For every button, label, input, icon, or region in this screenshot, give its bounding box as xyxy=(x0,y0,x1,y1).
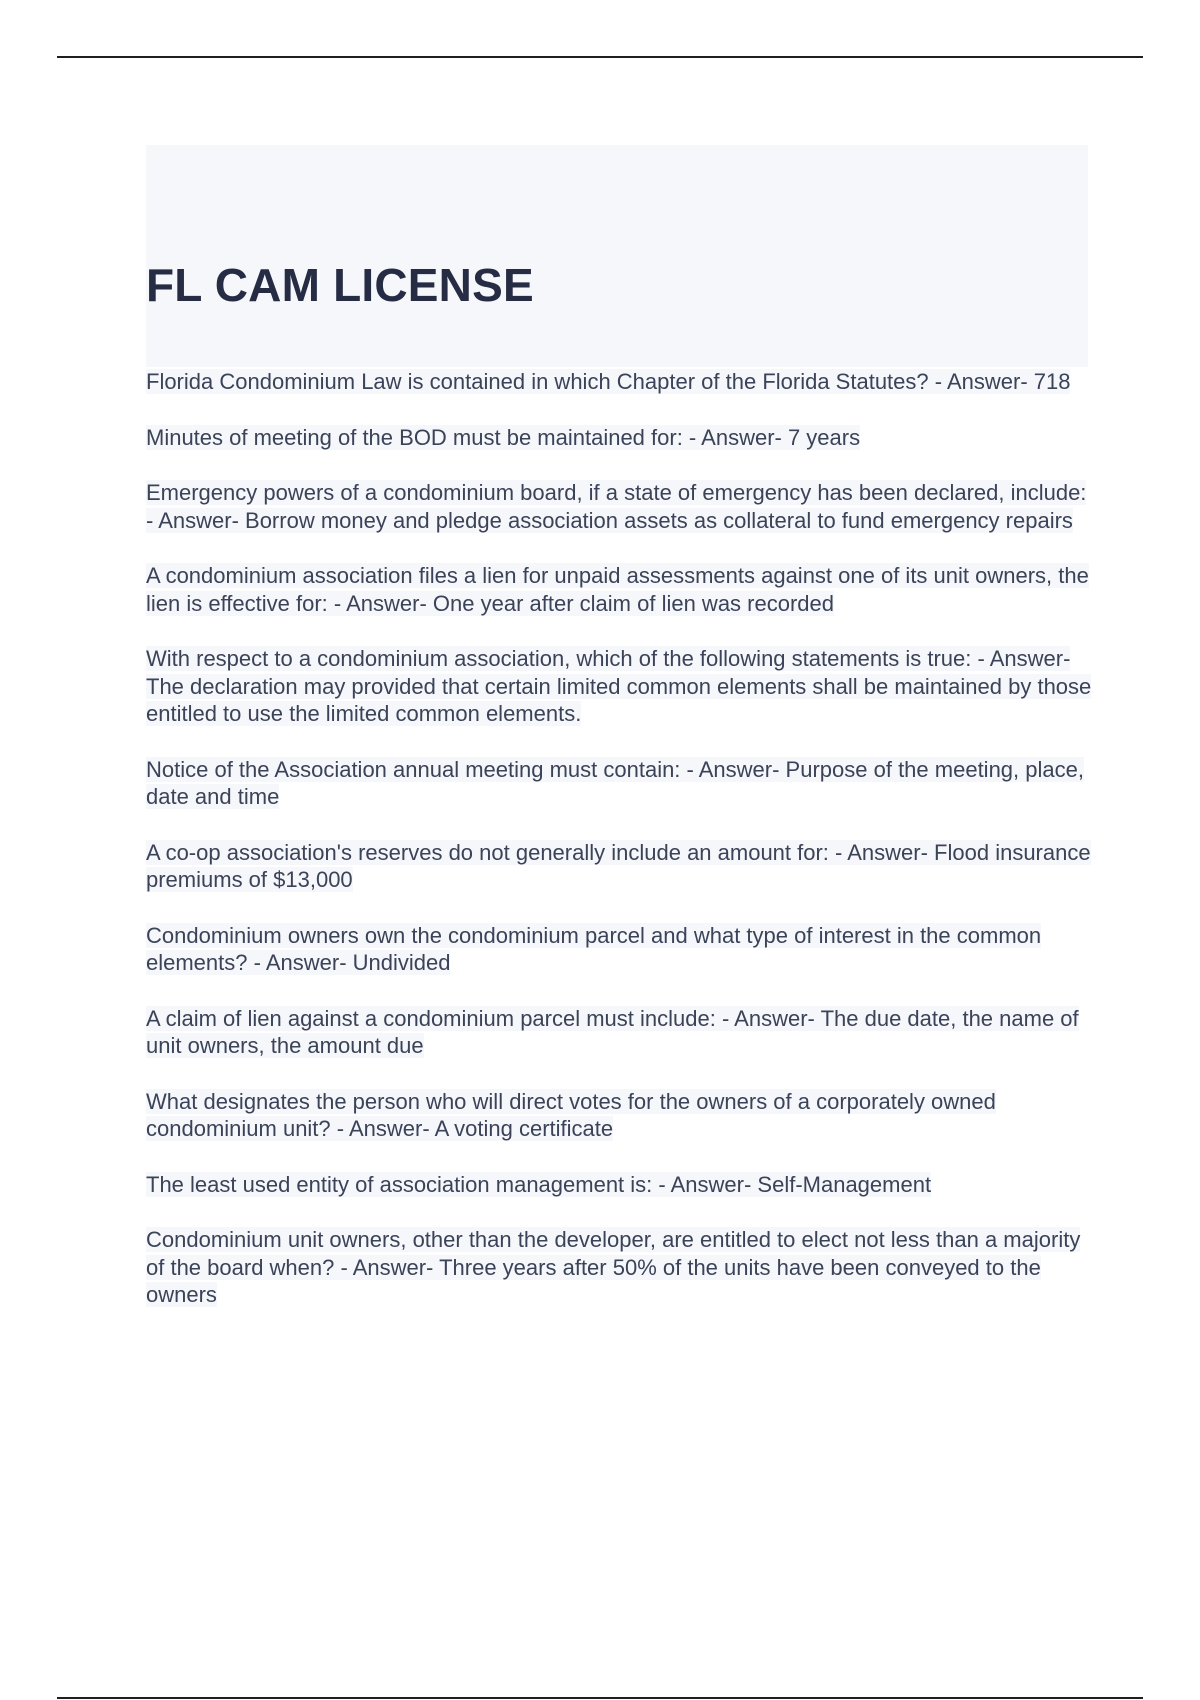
qa-text: What designates the person who will direct votes for the owners of a corporately owned condominium unit? - Answer- A voting certificate xyxy=(146,1088,996,1141)
qa-item xyxy=(146,424,1096,452)
qa-text: A condominium association files a lien for unpaid assessments against one of its unit owners, the lien is effective for: - Answer- One year after claim of lien was recorded xyxy=(146,563,1089,616)
qa-item xyxy=(146,1171,1096,1199)
qa-text: With respect to a condominium association, which of the following statements is true: - Answer- The declaration may provided that certain limited common elements shall be maintained by those entitled to use the limited common elements. xyxy=(146,646,1092,726)
top-rule xyxy=(57,56,1143,58)
qa-item xyxy=(146,756,1096,811)
qa-text: Minutes of meeting of the BOD must be maintained for: - Answer- 7 years xyxy=(146,424,861,450)
qa-text: A claim of lien against a condominium parcel must include: - Answer- The due date, the name of unit owners, the amount due xyxy=(146,1005,1079,1058)
qa-text: Condominium unit owners, other than the developer, are entitled to elect not less than a majority of the board when? - Answer- Three years after 50% of the units have been conveyed to the owners xyxy=(146,1227,1081,1307)
qa-item xyxy=(146,645,1096,728)
qa-text: Condominium owners own the condominium parcel and what type of interest in the common elements? - Answer- Undivided xyxy=(146,922,1042,975)
qa-list xyxy=(146,368,1096,1337)
qa-item xyxy=(146,922,1096,977)
qa-item xyxy=(146,479,1096,534)
qa-item xyxy=(146,1005,1096,1060)
qa-item xyxy=(146,1226,1096,1309)
qa-text: A co-op association's reserves do not generally include an amount for: - Answer- Flood insurance premiums of $13,000 xyxy=(146,839,1091,892)
qa-item xyxy=(146,368,1096,396)
qa-item xyxy=(146,562,1096,617)
qa-item xyxy=(146,839,1096,894)
qa-text: Emergency powers of a condominium board, if a state of emergency has been declared, include: - Answer- Borrow money and pledge association assets as collateral to fund emergency repairs xyxy=(146,480,1087,533)
qa-text: The least used entity of association management is: - Answer- Self-Management xyxy=(146,1171,932,1197)
document-title: FL CAM LICENSE xyxy=(146,259,534,311)
qa-text: Notice of the Association annual meeting must contain: - Answer- Purpose of the meeting, place, date and time xyxy=(146,756,1084,809)
bottom-rule xyxy=(57,1697,1143,1699)
qa-item xyxy=(146,1088,1096,1143)
qa-text: Florida Condominium Law is contained in which Chapter of the Florida Statutes? - Answer- 718 xyxy=(146,369,1071,394)
